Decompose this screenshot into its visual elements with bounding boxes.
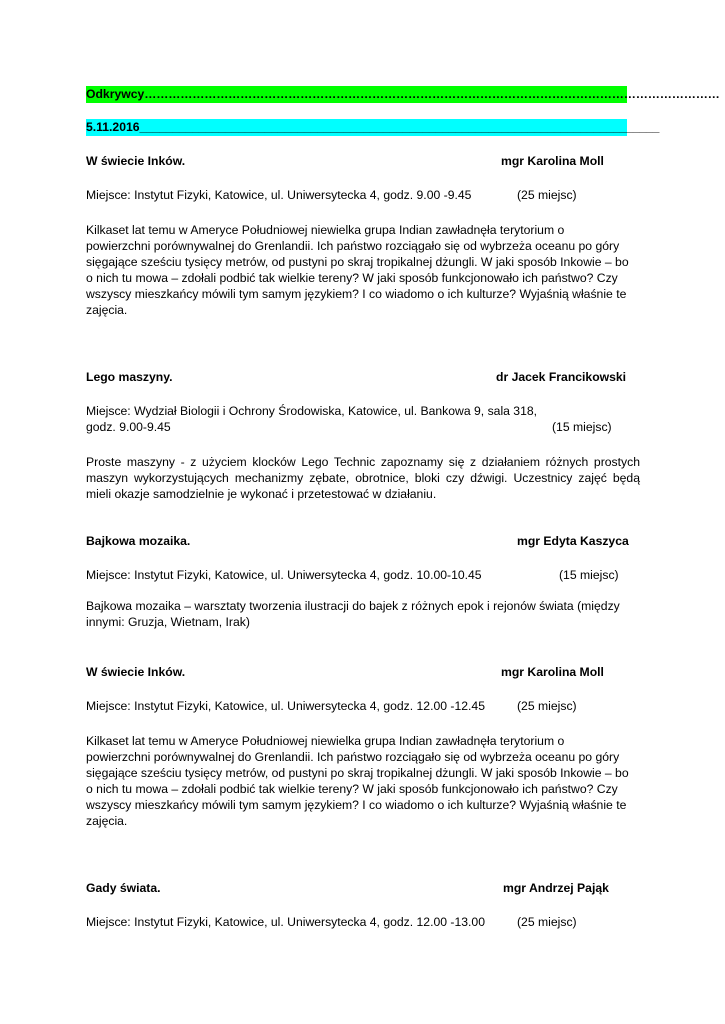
entry-author: dr Jacek Francikowski: [496, 370, 627, 384]
section-header: [86, 86, 720, 103]
description-line: o nich tu mowa – zdołali podbić tak wielkie tereny? W jaki sposób funkcjonowało ich państwo? Czy: [86, 271, 618, 285]
description-line: Kilkaset lat temu w Ameryce Południowej niewielka grupa Indian zawładnęła terytorium o: [86, 223, 565, 237]
entry-location-hours: godz. 9.00-9.45: [86, 420, 171, 434]
description-line: zajęcia.: [86, 814, 128, 828]
description-line: sięgające sześciu tysięcy metrów, od pustyni po skraj tropikalnej dżungli. W jaki sposób Inkowie – bo: [86, 255, 629, 269]
description-line: wszyscy mieszkańcy mówili tym samym językiem? I co wiadomo o ich kulturze? Wyjaśnią właśnie te: [86, 287, 627, 301]
entry-seats: (25 miejsc): [517, 188, 577, 202]
entry-description: [86, 598, 634, 630]
entry-seats: (15 miejsc): [552, 420, 612, 434]
entry-title: W świecie Inków.: [86, 154, 186, 168]
entry-title: Gady świata.: [86, 881, 161, 895]
entry-title: W świecie Inków.: [86, 665, 186, 679]
entry-location: Miejsce: Wydział Biologii i Ochrony Środowiska, Katowice, ul. Bankowa 9, sala 318,: [86, 404, 538, 418]
date-label: 5.11.2016: [86, 120, 140, 134]
entry-title: Lego maszyny.: [86, 370, 173, 384]
description-line: maszyn wykorzystujących mechanizmy zębate, obrotnice, bloki czy dźwigi. Uczestnicy zajęć będą: [86, 471, 640, 485]
date-underline: _______________________________________________________________________________: [139, 120, 660, 134]
description-line: powierzchni porównywalnej do Grenlandii. Ich państwo rozciągało się od wybrzeża oceanu po góry: [86, 239, 620, 253]
entry-title: Bajkowa mozaika.: [86, 534, 191, 548]
description-line: zajęcia.: [86, 303, 128, 317]
description-line: Proste maszyny - z użyciem klocków Lego Technic zapoznamy się z działaniem różnych prostych: [86, 455, 640, 469]
entry-author: mgr Karolina Moll: [501, 154, 604, 168]
date-header: [86, 119, 660, 136]
entry-description: [86, 222, 634, 318]
description-line: o nich tu mowa – zdołali podbić tak wielkie tereny? W jaki sposób funkcjonowało ich państwo? Czy: [86, 782, 618, 796]
entry-location: Miejsce: Instytut Fizyki, Katowice, ul. Uniwersytecka 4, godz. 9.00 -9.45: [86, 188, 472, 202]
entry-location: Miejsce: Instytut Fizyki, Katowice, ul. Uniwersytecka 4, godz. 12.00 -12.45: [86, 699, 485, 713]
section-title: Odkrywcy: [86, 87, 145, 101]
entry-description: [86, 454, 640, 502]
entry-author: mgr Andrzej Pająk: [503, 881, 609, 895]
entry-location: Miejsce: Instytut Fizyki, Katowice, ul. Uniwersytecka 4, godz. 12.00 -13.00: [86, 915, 485, 929]
entry-location: Miejsce: Instytut Fizyki, Katowice, ul. Uniwersytecka 4, godz. 10.00-10.45: [86, 568, 482, 582]
entry-seats: (15 miejsc): [559, 568, 619, 582]
description-line: innymi: Gruzja, Wietnam, Irak): [86, 615, 250, 629]
entry-author: mgr Edyta Kaszyca: [517, 534, 629, 548]
description-line: wszyscy mieszkańcy mówili tym samym językiem? I co wiadomo o ich kulturze? Wyjaśnią właśnie te: [86, 798, 627, 812]
section-dots: ………………………………………………………………………………………………………………………………: [144, 87, 720, 101]
description-line: powierzchni porównywalnej do Grenlandii. Ich państwo rozciągało się od wybrzeża oceanu po góry: [86, 750, 620, 764]
entry-author: mgr Karolina Moll: [501, 665, 604, 679]
description-line: sięgające sześciu tysięcy metrów, od pustyni po skraj tropikalnej dżungli. W jaki sposób Inkowie – bo: [86, 766, 629, 780]
description-line: Kilkaset lat temu w Ameryce Południowej niewielka grupa Indian zawładnęła terytorium o: [86, 734, 565, 748]
description-line: Bajkowa mozaika – warsztaty tworzenia ilustracji do bajek z różnych epok i rejonów świata (między: [86, 599, 620, 613]
description-line: mieli okazje samodzielnie je wykonać i przetestować w działaniu.: [86, 487, 437, 501]
entry-description: [86, 733, 634, 829]
entry-seats: (25 miejsc): [517, 699, 577, 713]
entry-seats: (25 miejsc): [517, 915, 577, 929]
